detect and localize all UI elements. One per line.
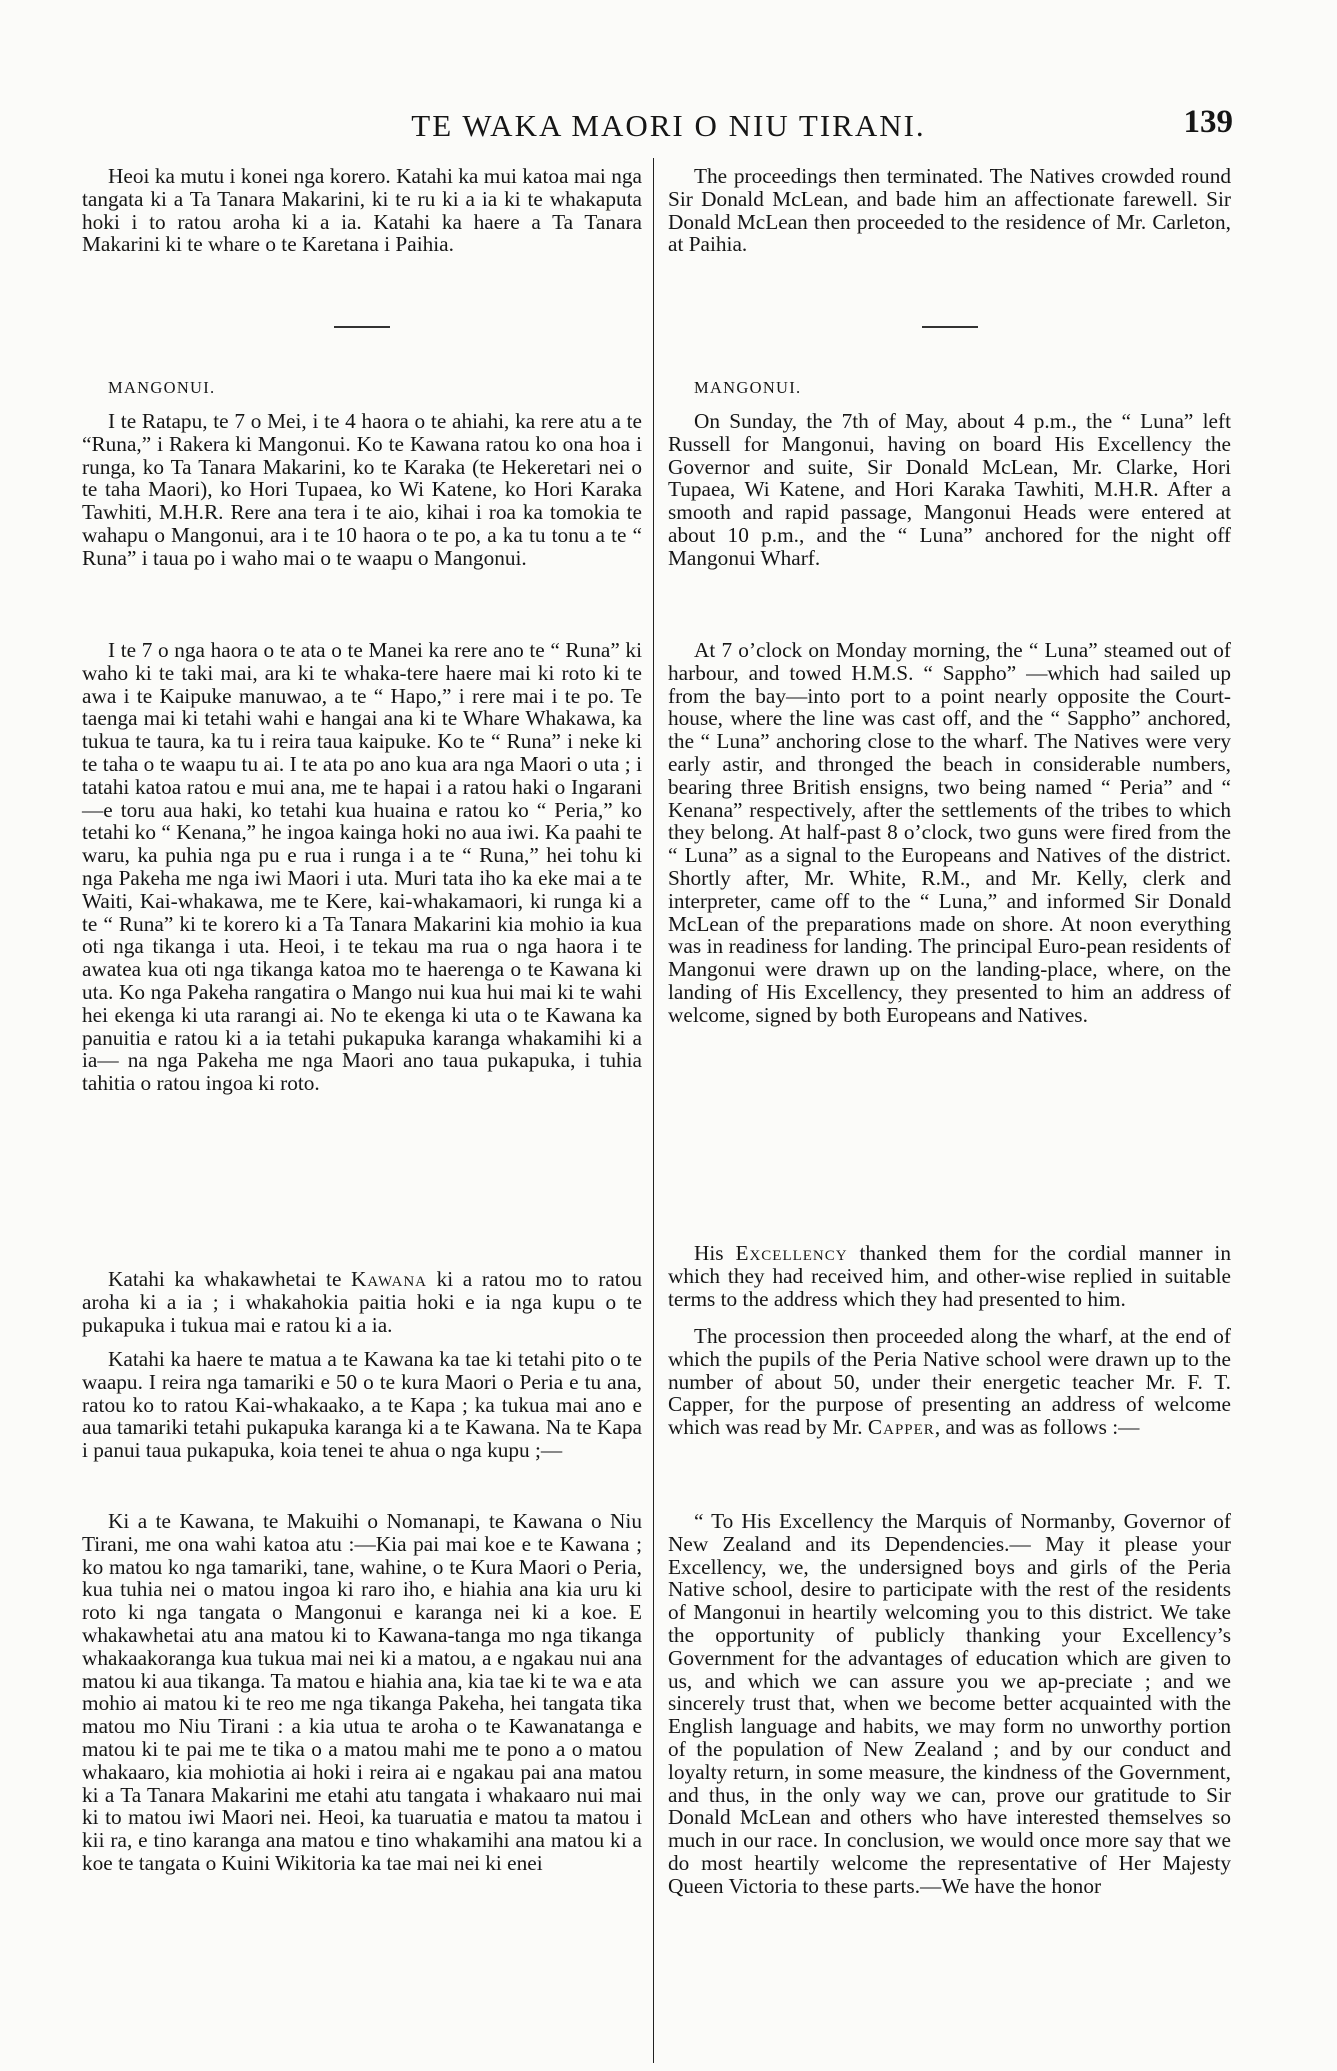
english-paragraph-1: The proceedings then terminated. The Natives crowded round Sir Donald McLean, and bade him an affectionate farewell. Sir Donald McLean then proceeded to the residence of Mr. Carleton, at Paihia.: [668, 164, 1231, 257]
maori-p4-pre: Katahi ka whakawhetai te: [108, 1267, 352, 1291]
maori-paragraph-5: Katahi ka haere te matua a te Kawana ka tae ki tetahi pito o te waapu. I reira nga tamariki e 50 o te kura Maori o Peria e tu ana, ratou ko to ratou Kai-whakaako, a te Kapa ; ka tukua mai ano e aua tamariki tetahi pukapuka karanga ki a te Kawana. Na te Kapa i panui taua pukapuka, koia tenei te ahua o nga kupu ;—: [82, 1347, 642, 1463]
english-p5-pre: The procession then proceeded along the wharf, at the end of which the pupils of the Peria Native school were drawn up to the number of about 50, under their energetic teacher Mr. F. T. Capper, for the purpose of presenting an address of welcome which was read by Mr.: [668, 1324, 1231, 1440]
english-paragraph-5: [668, 1325, 1231, 1439]
maori-paragraph-2: I te Ratapu, te 7 o Mei, i te 4 haora o te ahiahi, ka rere atu a te “Runa,” i Rakera ki Mangonui. Ko te Kawana ratou ko ona hoa i runga, ko Ta Tanara Makarini, ko te Karaka (te Hekeretari nei o te taha Maori), ko Hori Tupaea, ko Wi Katene, ko Hori Karaka Tawhiti, M.H.R. Rere ana tera i te aio, kihai i roa ka tomokia te wahapu o Mangonui, ara i te 10 haora o te po, a ka tu tonu a te “ Runa” i taua po i waho mai o te waapu o Mangonui.: [82, 409, 642, 570]
english-paragraph-4: [668, 1242, 1231, 1310]
maori-paragraph-6: Ki a te Kawana, te Makuihi o Nomanapi, te Kawana o Niu Tirani, me ona wahi katoa atu :—Kia pai mai koe e te Kawana ; ko matou ko nga tamariki, tane, wahine, o te Kura Maori o Peria, kua tuhia nei o matou ingoa ki raro iho, e hiahia ana kia uru ki roto ki nga tangata o Mangonui e karanga nei ki a koe. E whakawhetai atu ana matou ki to Kawana-tanga mo nga tikanga whakaakoranga kua tukua mai nei ki a matou, a e ngakau nui ana matou ki aua tikanga. Ta matou e hiahia ana, kia tae ki te wa e ata mohio ai matou ki te reo me nga tikanga Pakeha, hei tangata tika matou mo Niu Tirani : a kia utua te aroha o te Kawanatanga e matou ki te pai me te tika o a matou mahi me te pono a o matou whakaaro, kia mohiotia ai hoki i reira ai e ngakau pai ana matou ki a Ta Tanara Makarini me etahi atu tangata i whakaaro nui mai ki to matou iwi Maori nei. Heoi, ka tuaruatia e matou ta matou i kii ra, e tino karanga ana matou e tino whakamihi ana matou ki a koe te tangata o Kuini Wikitoria ka tae mai nei ki enei: [82, 1509, 642, 1875]
english-paragraph-2: On Sunday, the 7th of May, about 4 p.m., the “ Luna” left Russell for Mangonui, having on board His Excellency the Governor and suite, Sir Donald McLean, Mr. Clarke, Hori Tupaea, Wi Katene, and Hori Karaka Tawhiti, M.H.R. After a smooth and rapid passage, Mangonui Heads were entered at about 10 p.m., and the “ Luna” anchored for the night off Mangonui Wharf.: [668, 409, 1231, 570]
column-divider: [653, 158, 654, 2063]
english-heading-mangonui: MANGONUI.: [694, 378, 802, 397]
maori-p4-kawana: Kawana: [351, 1267, 428, 1291]
section-separator: [922, 326, 978, 328]
maori-paragraph-1: Heoi ka mutu i konei nga korero. Katahi ka mui katoa mai nga tangata ki a Ta Tanara Makarini, ki te ru ki a ia ki te whakaputa hoki i to ratou aroha ki a ia. Katahi ka haere a Ta Tanara Makarini ki te whare o te Karetana i Paihia.: [82, 164, 642, 257]
english-paragraph-6: “ To His Excellency the Marquis of Normanby, Governor of New Zealand and its Dependencies.— May it please your Excellency, we, the undersigned boys and girls of the Peria Native school, desire to participate with the rest of the residents of Mangonui in heartily welcoming you to this district. We take the opportunity of publicly thanking your Excellency’s Government for the advantages of education which are given to us, and which we can assure you we ap-preciate ; and we sincerely trust that, when we become better acquainted with the English language and habits, we may form no unworthy portion of the population of New Zealand ; and by our conduct and loyalty return, in some measure, the kindness of the Government, and thus, in the only way we can, prove our gratitude to Sir Donald McLean and others who have interested themselves so much in our race. In conclusion, we would once more say that we do most heartily welcome the representative of Her Majesty Queen Victoria to these parts.—We have the honor: [668, 1509, 1231, 1898]
maori-paragraph-3: I te 7 o nga haora o te ata o te Manei ka rere ano te “ Runa” ki waho ki te taki mai, ara ki te whaka-tere haere mai ki roto ki te awa i te Kaipuke manuwao, a te “ Hapo,” i rere mai i te po. Te taenga mai ki tetahi wahi e hangai ana ki te Whare Whakawa, ka tukua te taura, ka tu i reira taua kaipuke. Ko te “ Runa” i neke ki te taha o te waapu tu ai. I te ata po ano kua ara nga Maori o uta ; i tatahi katoa ratou e mui ana, me te hapai i a ratou haki o Ingarani—e toru aua haki, ko tetahi kua huaina e ratou ko “ Peria,” ko tetahi ko “ Kenana,” he ingoa kainga hoki no aua iwi. Ka paahi te waru, ka puhia nga pu e rua i runga i a te “ Runa,” hei tohu ki nga Pakeha me nga iwi Maori i uta. Muri tata iho ka eke mai a te Waiti, Kai-whakawa, me te Kere, kai-whakamaori, ki runga ki a te “ Runa” ki te korero ki a Ta Tanara Makarini kia mohio ia kua oti nga tikanga i uta. Heoi, i te tekau ma rua o nga haora i te awatea kua oti nga tikanga katoa mo te haerenga o te Kawana ki uta. Ko nga Pakeha rangatira o Mango nui kua hui mai ki te wahi hei ekenga ki uta rarangi ai. No te ekenga ki uta o te Kawana ka panuitia e ratou ki a ia tetahi pukapuka karanga whakamihi ki a ia— na nga Pakeha me nga Maori ano taua pukapuka, i tuhia tahitia o ratou ingoa ki roto.: [82, 638, 642, 1096]
newspaper-title: TE WAKA MAORI O NIU TIRANI.: [411, 108, 926, 143]
maori-paragraph-4: [82, 1268, 642, 1336]
english-p4-pre: His: [694, 1241, 736, 1265]
english-p5-capper: Capper: [867, 1415, 935, 1440]
running-header: [0, 104, 1337, 148]
english-p4-excellency: Excellency: [735, 1241, 848, 1265]
english-p4-post: thanked them for the cordial manner in which they had received him, and other-wise replied in suitable terms to the address which they had presented to him.: [668, 1241, 1231, 1311]
page-number: 139: [1183, 104, 1233, 140]
english-p5-post: , and was as follows :—: [934, 1415, 1140, 1440]
section-separator: [334, 326, 390, 328]
maori-p4-post: ki a ratou mo to ratou aroha ki a ia ; i whakahokia paitia hoki e ia nga kupu o te pukapuka i tukua mai e ratou ki a ia.: [82, 1267, 642, 1337]
maori-heading-mangonui: MANGONUI.: [108, 378, 216, 397]
english-paragraph-3: At 7 o’clock on Monday morning, the “ Luna” steamed out of harbour, and towed H.M.S. “ Sappho” —which had sailed up from the bay—into port to a point nearly opposite the Court-house, where the line was cast off, and the “ Sappho” anchored, the “ Luna” anchoring close to the wharf. The Natives were very early astir, and thronged the beach in considerable numbers, bearing three British ensigns, two being named “ Peria” and “ Kenana” respectively, after the settlements of the tribes to which they belong. At half-past 8 o’clock, two guns were fired from the “ Luna” as a signal to the Europeans and Natives of the district. Shortly after, Mr. White, R.M., and Mr. Kelly, clerk and interpreter, came off to the “ Luna,” and informed Sir Donald McLean of the preparations made on shore. At noon everything was in readiness for landing. The principal Euro-pean residents of Mangonui were drawn up on the landing-place, where, on the landing of His Excellency, they presented to him an address of welcome, signed by both Europeans and Natives.: [668, 638, 1231, 1027]
